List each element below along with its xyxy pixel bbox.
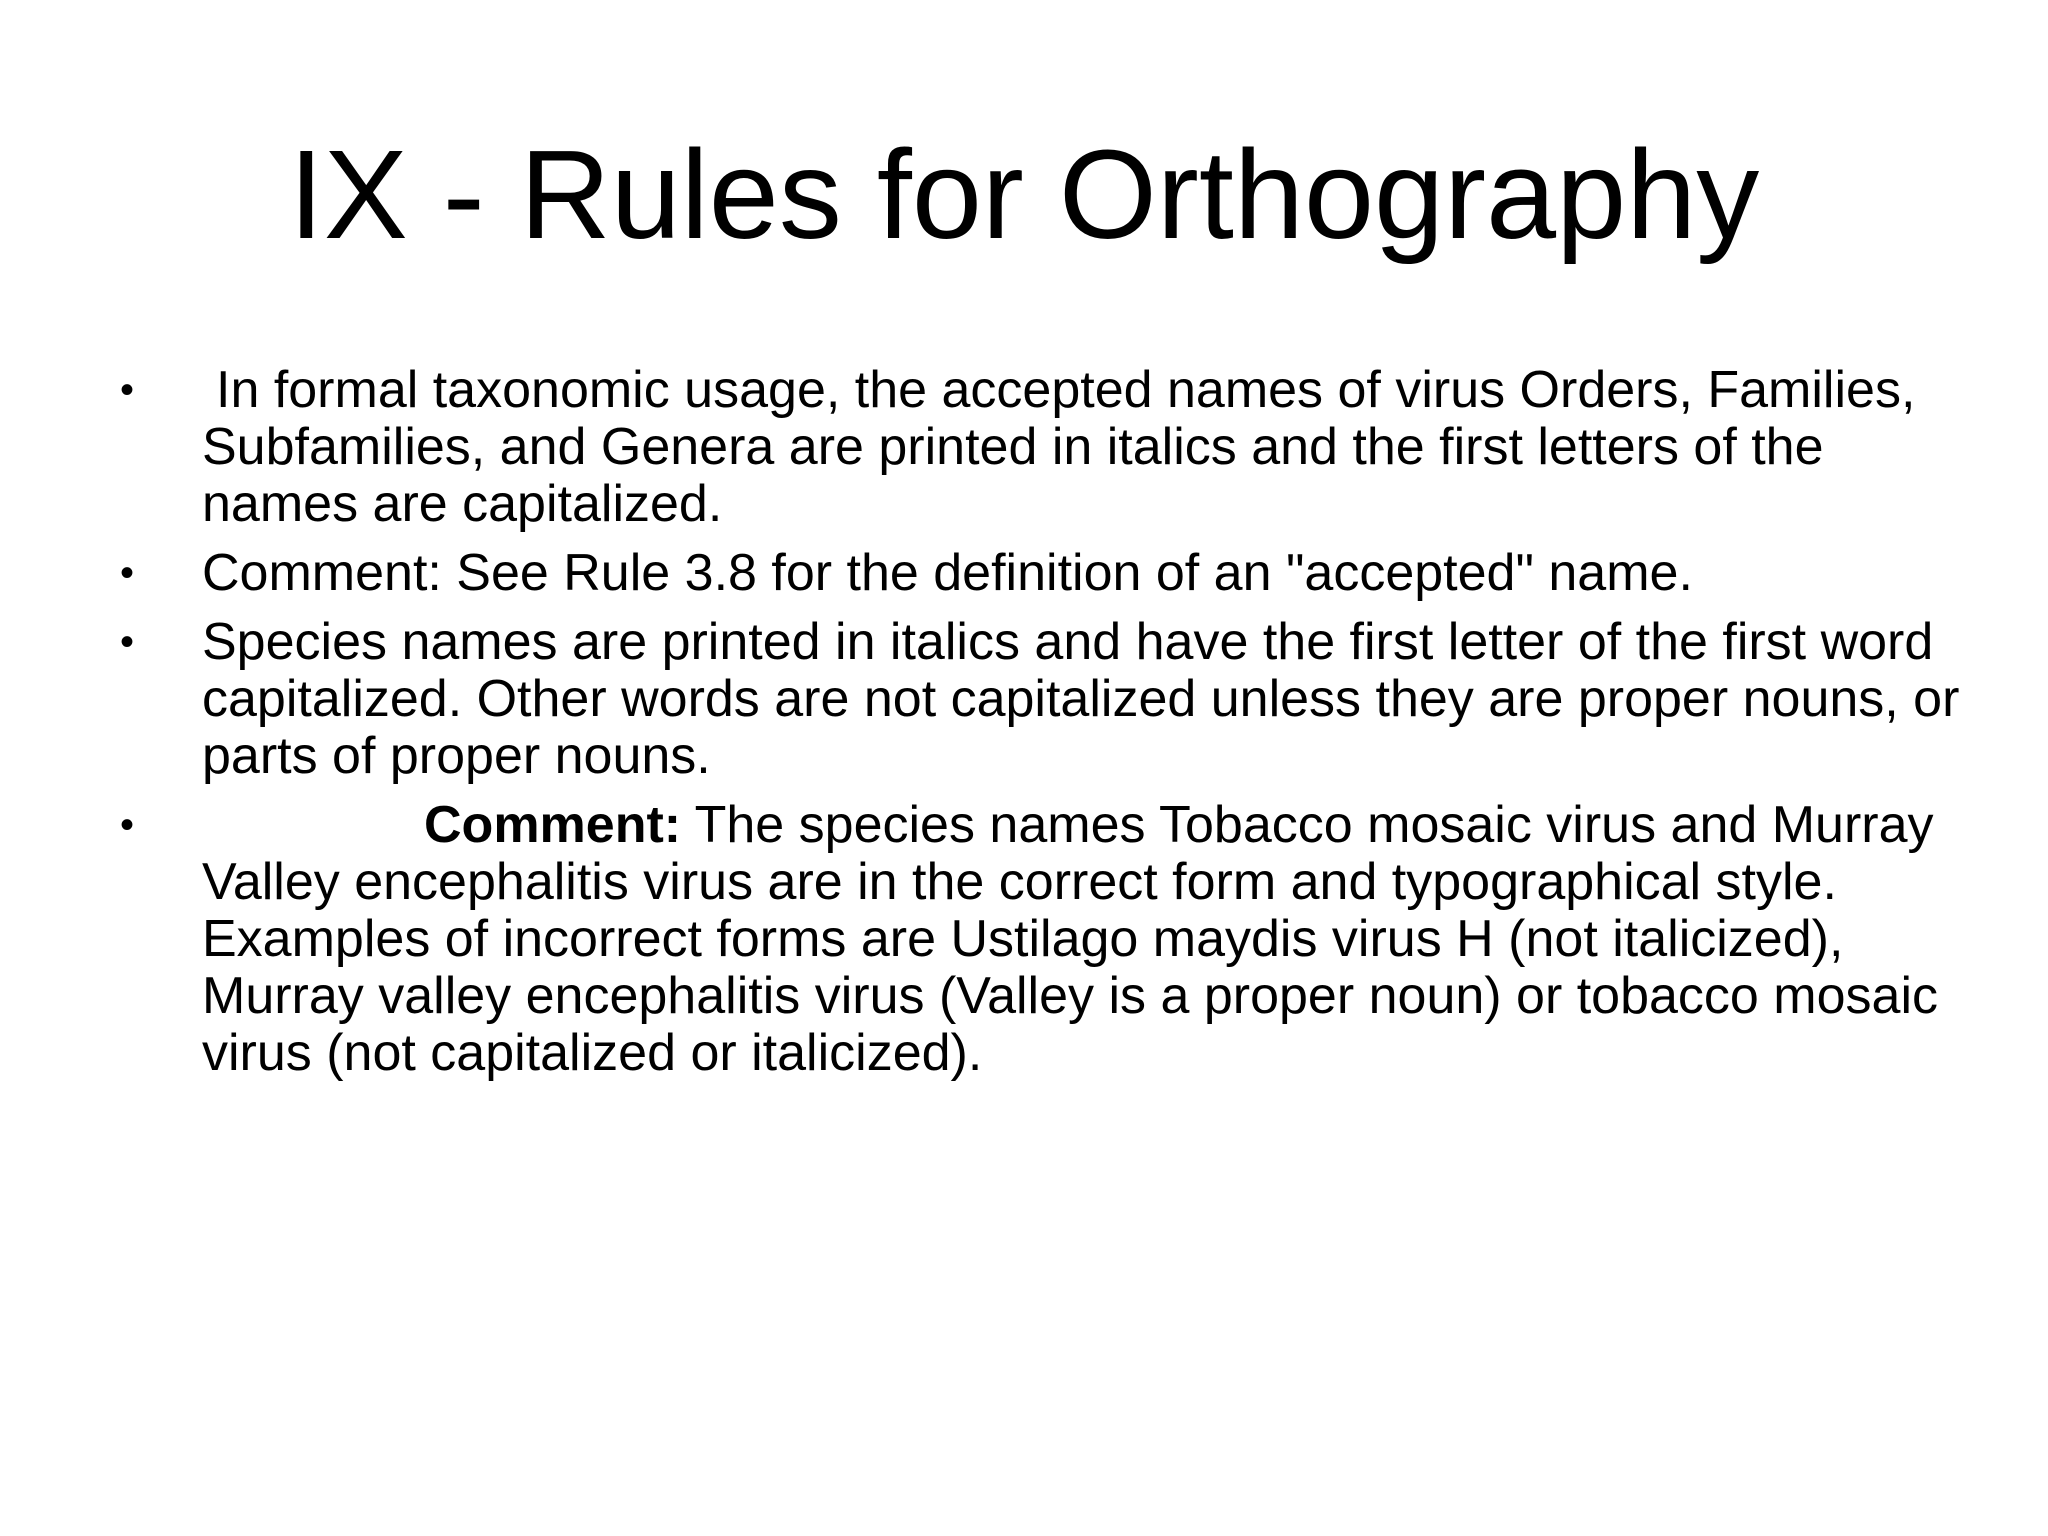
bullet-bold-lead: Comment: bbox=[424, 796, 682, 854]
bullet-text: Comment: See Rule 3.8 for the definition of an "accepted" name. bbox=[202, 544, 1693, 602]
bullet-text: Species names are printed in italics and have the first letter of the first word capitalized. Other words are not capitalized unless they are proper nouns, or parts of proper nouns. bbox=[202, 613, 1960, 785]
bullet-icon: • bbox=[120, 551, 135, 595]
bullet-list bbox=[120, 362, 1960, 1094]
bullet-item-3 bbox=[120, 614, 1960, 785]
bullet-icon: • bbox=[120, 803, 135, 847]
slide-title: IX - Rules for Orthography bbox=[288, 124, 1760, 265]
bullet-text: The species names Tobacco mosaic virus and Murray Valley encephalitis virus are in the correct form and typographical style. Examples of incorrect forms are Ustilago maydis virus H (not italicized), Murray valley encephalitis virus (Valley is a proper noun) or tobacco mosaic virus (not capitalized or italicized). bbox=[202, 796, 1939, 1082]
bullet-item-4 bbox=[120, 797, 1960, 1082]
bullet-icon: • bbox=[120, 368, 135, 412]
bullet-text: In formal taxonomic usage, the accepted names of virus Orders, Families, Subfamilies, and Genera are printed in italics and the first letters of the names are capitalized. bbox=[202, 361, 1916, 533]
bullet-item-2 bbox=[120, 545, 1960, 602]
bullet-icon: • bbox=[120, 620, 135, 664]
bullet-item-1 bbox=[120, 362, 1960, 533]
